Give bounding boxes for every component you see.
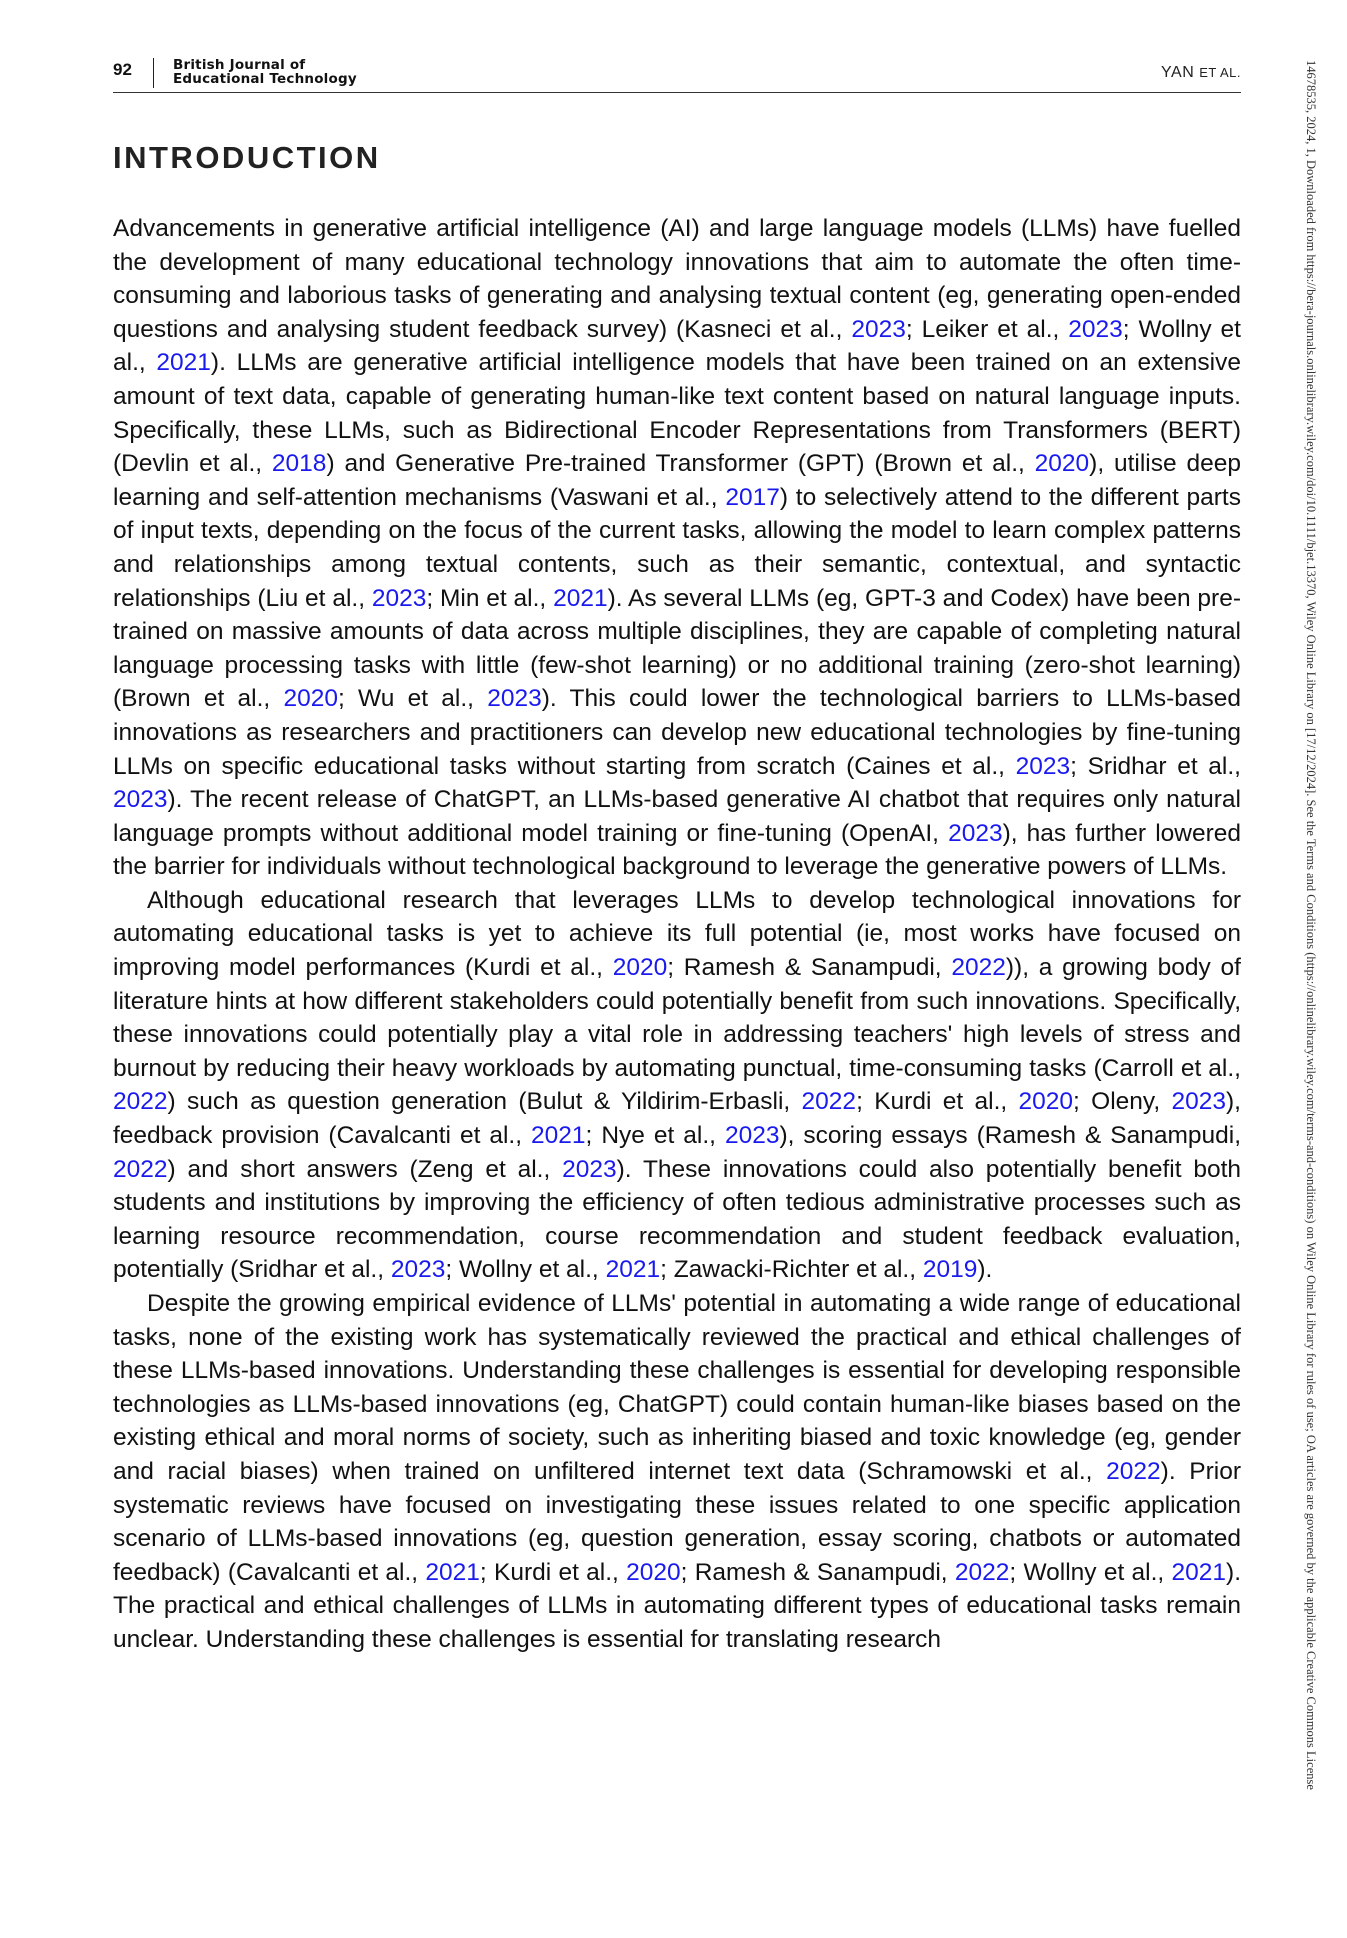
citation-year-link[interactable]: 2021: [425, 1558, 480, 1586]
citation-year-link[interactable]: 2022: [113, 1088, 168, 1116]
header-rule: [113, 92, 1241, 93]
paragraph-text: ; Sridhar et al.,: [1070, 752, 1241, 780]
section-heading: INTRODUCTION: [113, 140, 381, 175]
paragraph-text: ; Kurdi et al.,: [856, 1088, 1019, 1116]
paragraph-text: ), scoring essays (Ramesh & Sanampudi,: [779, 1122, 1242, 1150]
running-authors: [1161, 64, 1241, 82]
paragraph-text: ).: [977, 1256, 993, 1284]
download-notice: 14678535, 2024, 1, Downloaded from https://bera-journals.onlinelibrary.wiley.com/doi/10.1111/bjet.13370, Wiley Online Library on [17/12/2024]. See the Terms and Conditions (https://onlinelibrary.wiley.com/terms-and-conditions) on Wiley Online Library for rules of use; OA articles are governed by the applicable Creative Commons License: [1304, 60, 1318, 1790]
paragraph: [113, 212, 1241, 884]
paragraph-text: ; Wollny et al.,: [113, 315, 1241, 377]
citation-year-link[interactable]: 2023: [487, 685, 542, 713]
journal-name-line2: Educational Technology: [173, 71, 357, 87]
paragraph-text: ; Wollny et al.,: [445, 1256, 606, 1284]
paragraph-text: ; Zawacki-Richter et al.,: [660, 1256, 923, 1284]
citation-year-link[interactable]: 2020: [612, 954, 668, 982]
paragraph-text: ; Wu et al.,: [337, 685, 488, 713]
paragraph-text: ) and short answers (Zeng et al.,: [167, 1155, 563, 1183]
paragraph-text: ; Nye et al.,: [585, 1122, 725, 1150]
paragraph-text: ), utilise deep learning and self-attention mechanisms (Vaswani et al.,: [113, 450, 1241, 511]
citation-year-link[interactable]: 2020: [283, 685, 338, 713]
citation-year-link[interactable]: 2022: [951, 954, 1006, 982]
journal-name: [173, 58, 357, 86]
journal-name-line1: British Journal of: [173, 57, 306, 73]
paragraph-text: ; Wollny et al.,: [1009, 1558, 1172, 1586]
paragraph-text: ) to selectively attend to the different parts of input texts, depending on the focus of the current tasks, allowing the model to learn complex patterns and relationships among textual contents, such as their semantic, contextual, and syntactic relationships (Liu et al.,: [113, 483, 1241, 612]
paragraph-text: ; Ramesh & Sanampudi,: [667, 954, 952, 982]
paragraph-text: ). The recent release of ChatGPT, an LLMs-based generative AI chatbot that requires only natural language prompts without additional model training or fine-tuning (OpenAI,: [113, 786, 1241, 847]
authors-suffix: ET AL.: [1199, 65, 1241, 80]
paragraph-text: ). These innovations could also potentially benefit both students and institutions by improving the efficiency of often tedious administrative processes such as learning resource recommendation, course recommendation and student feedback evaluation, potentially (Sridhar et al.,: [113, 1155, 1242, 1284]
citation-year-link[interactable]: 2022: [113, 1155, 168, 1183]
citation-year-link[interactable]: 2023: [948, 819, 1003, 847]
citation-year-link[interactable]: 2023: [390, 1256, 446, 1284]
paragraph-text: ; Ramesh & Sanampudi,: [680, 1558, 955, 1586]
body-text: [113, 212, 1241, 1657]
citation-year-link[interactable]: 2023: [113, 786, 168, 814]
paragraph: [113, 884, 1241, 1287]
paragraph-text: ). Prior systematic reviews have focused on investigating these issues related to one specific application scenario of LLMs-based innovations (eg, question generation, essay scoring, chatbots or automated feedback) (Cavalcanti et al.,: [113, 1457, 1241, 1586]
paragraph-text: ; Kurdi et al.,: [479, 1558, 627, 1586]
citation-year-link[interactable]: 2017: [725, 483, 780, 511]
paragraph-text: ; Leiker et al.,: [905, 315, 1069, 343]
citation-year-link[interactable]: 2020: [1018, 1088, 1074, 1116]
paragraph-text: ). The practical and ethical challenges of LLMs in automating different types of educational tasks remain unclear. Understanding these challenges is essential for translating research: [113, 1558, 1241, 1653]
paragraph-text: ). As several LLMs (eg, GPT-3 and Codex) have been pre-trained on massive amounts of data across multiple disciplines, they are capable of completing natural language processing tasks with little (few-shot learning) or no additional training (zero-shot learning) (Brown et al.,: [113, 584, 1242, 713]
citation-year-link[interactable]: 2023: [371, 584, 427, 612]
running-head: [113, 58, 1241, 94]
paragraph-text: ) such as question generation (Bulut & Yildirim-Erbasli,: [167, 1088, 802, 1116]
paragraph-text: Despite the growing empirical evidence of LLMs' potential in automating a wide range of educational tasks, none of the existing work has systematically reviewed the practical and ethical challenges of these LLMs-based innovations. Understanding these challenges is essential for developing responsible technologies as LLMs-based innovations (eg, ChatGPT) could contain human-like biases based on the existing ethical and moral norms of society, such as inheriting biased and toxic knowledge (eg, gender and racial biases) when trained on unfiltered internet text data (Schramowski et al.,: [113, 1290, 1241, 1485]
citation-year-link[interactable]: 2022: [954, 1558, 1010, 1586]
paragraph-text: ; Oleny,: [1073, 1088, 1172, 1116]
citation-year-link[interactable]: 2023: [562, 1155, 617, 1183]
authors-main: YAN: [1161, 64, 1195, 81]
paragraph-text: ), feedback provision (Cavalcanti et al.,: [113, 1088, 1241, 1150]
citation-year-link[interactable]: 2021: [1171, 1558, 1227, 1586]
paragraph-text: ). This could lower the technological barriers to LLMs-based innovations as researchers and practitioners can develop new educational technologies by fine-tuning LLMs on specific educational tasks without starting from scratch (Caines et al.,: [113, 685, 1241, 780]
paragraph-text: ). LLMs are generative artificial intelligence models that have been trained on an extensive amount of text data, capable of generating human-like text content based on natural language inputs. Specifically, these LLMs, such as Bidirectional Encoder Representations from Transformers (BERT) (Devlin et al.,: [113, 349, 1241, 478]
citation-year-link[interactable]: 2018: [271, 450, 327, 478]
paragraph-text: )), a growing body of literature hints at how different stakeholders could potentially benefit from such innovations. Specifically, these innovations could potentially play a vital role in addressing teachers' high levels of stress and burnout by reducing their heavy workloads by automating punctual, time-consuming tasks (Carroll et al.,: [113, 954, 1241, 1082]
page-number: 92: [113, 60, 132, 79]
paragraph-text: Although educational research that leverages LLMs to develop technological innovations for automating educational tasks is yet to achieve its full potential (ie, most works have focused on improving model performances (Kurdi et al.,: [113, 886, 1241, 982]
citation-year-link[interactable]: 2023: [724, 1122, 780, 1150]
citation-year-link[interactable]: 2021: [156, 349, 211, 377]
paragraph-text: ), has further lowered the barrier for individuals without technological background to leverage the generative powers of LLMs.: [113, 819, 1241, 881]
paragraph-text: ) and Generative Pre-trained Transformer (GPT) (Brown et al.,: [326, 450, 1035, 478]
citation-year-link[interactable]: 2021: [553, 584, 608, 612]
citation-year-link[interactable]: 2022: [1106, 1457, 1161, 1485]
paragraph-text: ; Min et al.,: [426, 584, 554, 612]
citation-year-link[interactable]: 2023: [1171, 1088, 1227, 1116]
citation-year-link[interactable]: 2020: [1034, 450, 1090, 478]
citation-year-link[interactable]: 2021: [605, 1256, 661, 1284]
citation-year-link[interactable]: 2022: [801, 1088, 857, 1116]
citation-year-link[interactable]: 2023: [1068, 315, 1123, 343]
citation-year-link[interactable]: 2019: [922, 1256, 978, 1284]
citation-year-link[interactable]: 2021: [531, 1122, 586, 1150]
citation-year-link[interactable]: 2020: [626, 1558, 681, 1586]
citation-year-link[interactable]: 2023: [851, 315, 906, 343]
citation-year-link[interactable]: 2023: [1015, 752, 1071, 780]
paragraph-text: Advancements in generative artificial intelligence (AI) and large language models (LLMs) have fuelled the development of many educational technology innovations that aim to automate the often time-consuming and laborious tasks of generating and analysing textual content (eg, generating open-ended questions and analysing student feedback survey) (Kasneci et al.,: [113, 215, 1241, 343]
paragraph: [113, 1287, 1241, 1657]
header-separator: [153, 58, 154, 88]
